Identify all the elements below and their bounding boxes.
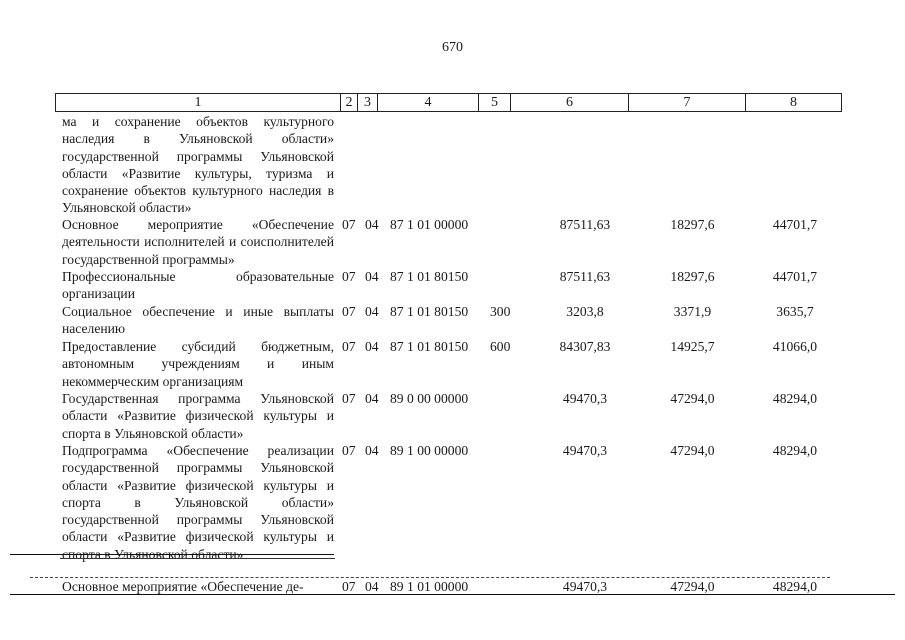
- header-col-8: 8: [790, 95, 797, 110]
- row-name: ма и сохранение объектов культурного наследия в Ульяновской области» государственной программы Ульяновской области «Развитие культуры, туризма и сохранение объектов культурного наследия в Ульяновской области»: [62, 114, 334, 216]
- table-header: [55, 93, 842, 112]
- header-col-1: 1: [56, 94, 341, 111]
- row-rz: 07: [342, 269, 356, 284]
- row-sum-6: 49470,3: [562, 443, 608, 458]
- row-sum-8: 48294,0: [772, 391, 818, 406]
- row-sum-6: 84307,83: [559, 339, 611, 354]
- header-col-6: 6: [511, 94, 629, 111]
- row-rz: 07: [342, 217, 356, 232]
- crossout-line: [10, 554, 334, 555]
- row-name: Государственная программа Ульяновской области «Развитие физической культуры и спорта в Ульяновской области»: [62, 391, 334, 441]
- row-sum-7: 14925,7: [670, 339, 715, 354]
- row-name: Социальное обеспечение и иные выплаты населению: [62, 304, 334, 337]
- row-sum-7: 47294,0: [670, 579, 715, 594]
- row-csr: 87 1 01 80150: [390, 304, 469, 319]
- bottom-rule: [10, 594, 895, 595]
- row-rz: 07: [342, 443, 356, 458]
- row-pr: 04: [365, 579, 379, 594]
- row-name: Основное мероприятие «Обеспечение деятельности исполнителей и соисполнителей государственной программы»: [62, 217, 334, 267]
- row-csr: 89 1 01 00000: [390, 579, 469, 594]
- row-pr: 04: [365, 391, 379, 406]
- row-sum-7: 3371,9: [673, 304, 712, 319]
- row-csr: 89 1 00 00000: [390, 443, 469, 458]
- row-vr: 300: [490, 304, 511, 319]
- row-sum-6: 87511,63: [559, 269, 611, 284]
- row-name: Подпрограмма «Обеспечение реализации государственной программы Ульяновской области «Развитие физической культуры и спорта в Ульяновской области» государственной программы Ульяновской области «Развитие физической культуры и спорта в Ульяновской области»: [62, 443, 334, 562]
- row-sum-6: 3203,8: [566, 304, 604, 319]
- row-sum-7: 47294,0: [670, 443, 715, 458]
- row-sum-8: 48294,0: [772, 443, 818, 458]
- row-pr: 04: [365, 269, 379, 284]
- row-rz: 07: [342, 391, 356, 406]
- header-col-3: 3: [358, 94, 378, 111]
- row-sum-7: 47294,0: [670, 391, 715, 406]
- row-name: Основное мероприятие «Обеспечение де-: [62, 579, 304, 594]
- header-col-2: 2: [341, 94, 358, 111]
- row-rz: 07: [342, 304, 356, 319]
- row-pr: 04: [365, 304, 379, 319]
- row-csr: 89 0 00 00000: [390, 391, 469, 406]
- row-sum-6: 49470,3: [562, 579, 608, 594]
- row-pr: 04: [365, 339, 379, 354]
- row-sum-8: 48294,0: [772, 579, 818, 594]
- strikethrough-line: [60, 558, 335, 559]
- row-sum-7: 18297,6: [670, 217, 715, 232]
- row-csr: 87 1 01 80150: [390, 269, 469, 284]
- row-name: Предоставление субсидий бюджетным, автономным учреждениям и иным некоммерческим организациям: [62, 339, 334, 389]
- row-name: Профессиональные образовательные организации: [62, 269, 334, 302]
- row-sum-6: 49470,3: [562, 391, 608, 406]
- row-sum-8: 44701,7: [772, 217, 818, 232]
- row-rz: 07: [342, 579, 356, 594]
- row-pr: 04: [365, 217, 379, 232]
- row-vr: 600: [490, 339, 511, 354]
- row-sum-6: 87511,63: [559, 217, 611, 232]
- header-col-7: 7: [629, 94, 746, 111]
- row-csr: 87 1 01 00000: [390, 217, 469, 232]
- row-sum-8: 44701,7: [772, 269, 818, 284]
- header-col-4: 4: [378, 94, 479, 111]
- header-col-5: 5: [479, 94, 511, 111]
- row-sum-7: 18297,6: [670, 269, 715, 284]
- row-rz: 07: [342, 339, 356, 354]
- row-sum-8: 41066,0: [772, 339, 818, 354]
- row-pr: 04: [365, 443, 379, 458]
- row-sum-8: 3635,7: [776, 304, 814, 319]
- row-csr: 87 1 01 80150: [390, 339, 469, 354]
- page-number: 670: [442, 40, 463, 55]
